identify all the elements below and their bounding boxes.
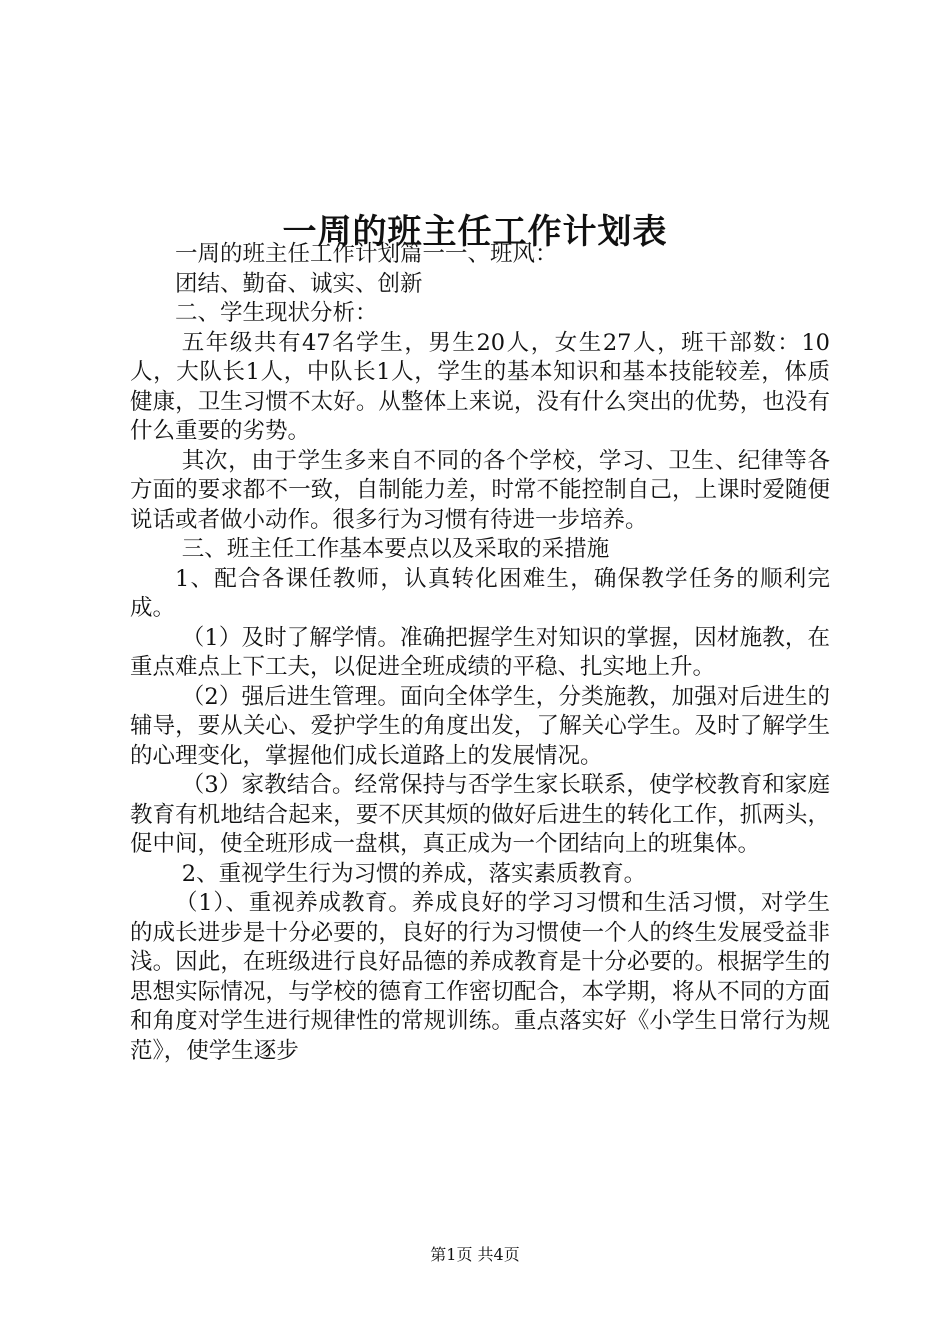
paragraph-student-analysis-heading: 二、学生现状分析： — [175, 300, 378, 326]
page-number-footer: 第1页 共4页 — [430, 1245, 520, 1264]
paragraph-secondly: 其次，由于学生多来自不同的各个学校，学习、卫生、纪律等各方面的要求都不一致，自制能力差，时常不能控制自己，上课时爱随便说话或者做小动作。很多行为习惯有待进一步培养。 — [130, 447, 830, 533]
paragraph-point-2: 2、重视学生行为习惯的养成，落实素质教育。 — [181, 860, 647, 887]
document-title: 一周的班主任工作计划表 — [282, 211, 668, 252]
paragraph-class-style-heading: 一周的班主任工作计划篇一一、班风： — [175, 241, 558, 267]
paragraph-point-1-sub-1: （1）及时了解学情。准确把握学生对知识的掌握，因材施教，在重点难点上下工夫，以促进全班成绩的平稳、扎实地上升。 — [130, 624, 830, 680]
paragraph-point-1: 1、配合各课任教师，认真转化困难生，确保教学任务的顺利完成。 — [130, 565, 830, 621]
paragraph-point-1-sub-3: （3）家教结合。经常保持与否学生家长联系，使学校教育和家庭教育有机地结合起来，要不厌其烦的做好后进生的转化工作，抓两头，促中间，使全班形成一盘棋，真正成为一个团结向上的班集体。 — [130, 772, 830, 857]
document-body — [130, 240, 830, 1066]
paragraph-point-1-sub-2: （2）强后进生管理。面向全体学生，分类施教，加强对后进生的辅导，要从关心、爱护学生的角度出发，了解关心学生。及时了解学生的心理变化，掌握他们成长道路上的发展情况。 — [130, 683, 830, 769]
paragraph-point-2-sub-1: （1）、重视养成教育。养成良好的学习习惯和生活习惯，对学生的成长进步是十分必要的，良好的行为习惯使一个人的终生发展受益非浅。因此，在班级进行良好品德的养成教育是十分必要的。根据学生的思想实际情况，与学校的德育工作密切配合，本学期，将从不同的方面和角度对学生进行规律性的常规训练。重点落实好《小学生日常行为规范》，使学生逐步 — [130, 890, 830, 1064]
paragraph-class-style-values: 团结、勤奋、诚实、创新 — [175, 270, 423, 297]
paragraph-key-points-heading: 三、班主任工作基本要点以及采取的采措施 — [181, 536, 610, 562]
paragraph-student-analysis: 五年级共有47名学生，男生20人，女生27人，班干部数：10人，大队长1人，中队长1人，学生的基本知识和基本技能较差，体质健康，卫生习惯不太好。从整体上来说，没有什么突出的优势，也没有什么重要的劣势。 — [130, 329, 830, 444]
